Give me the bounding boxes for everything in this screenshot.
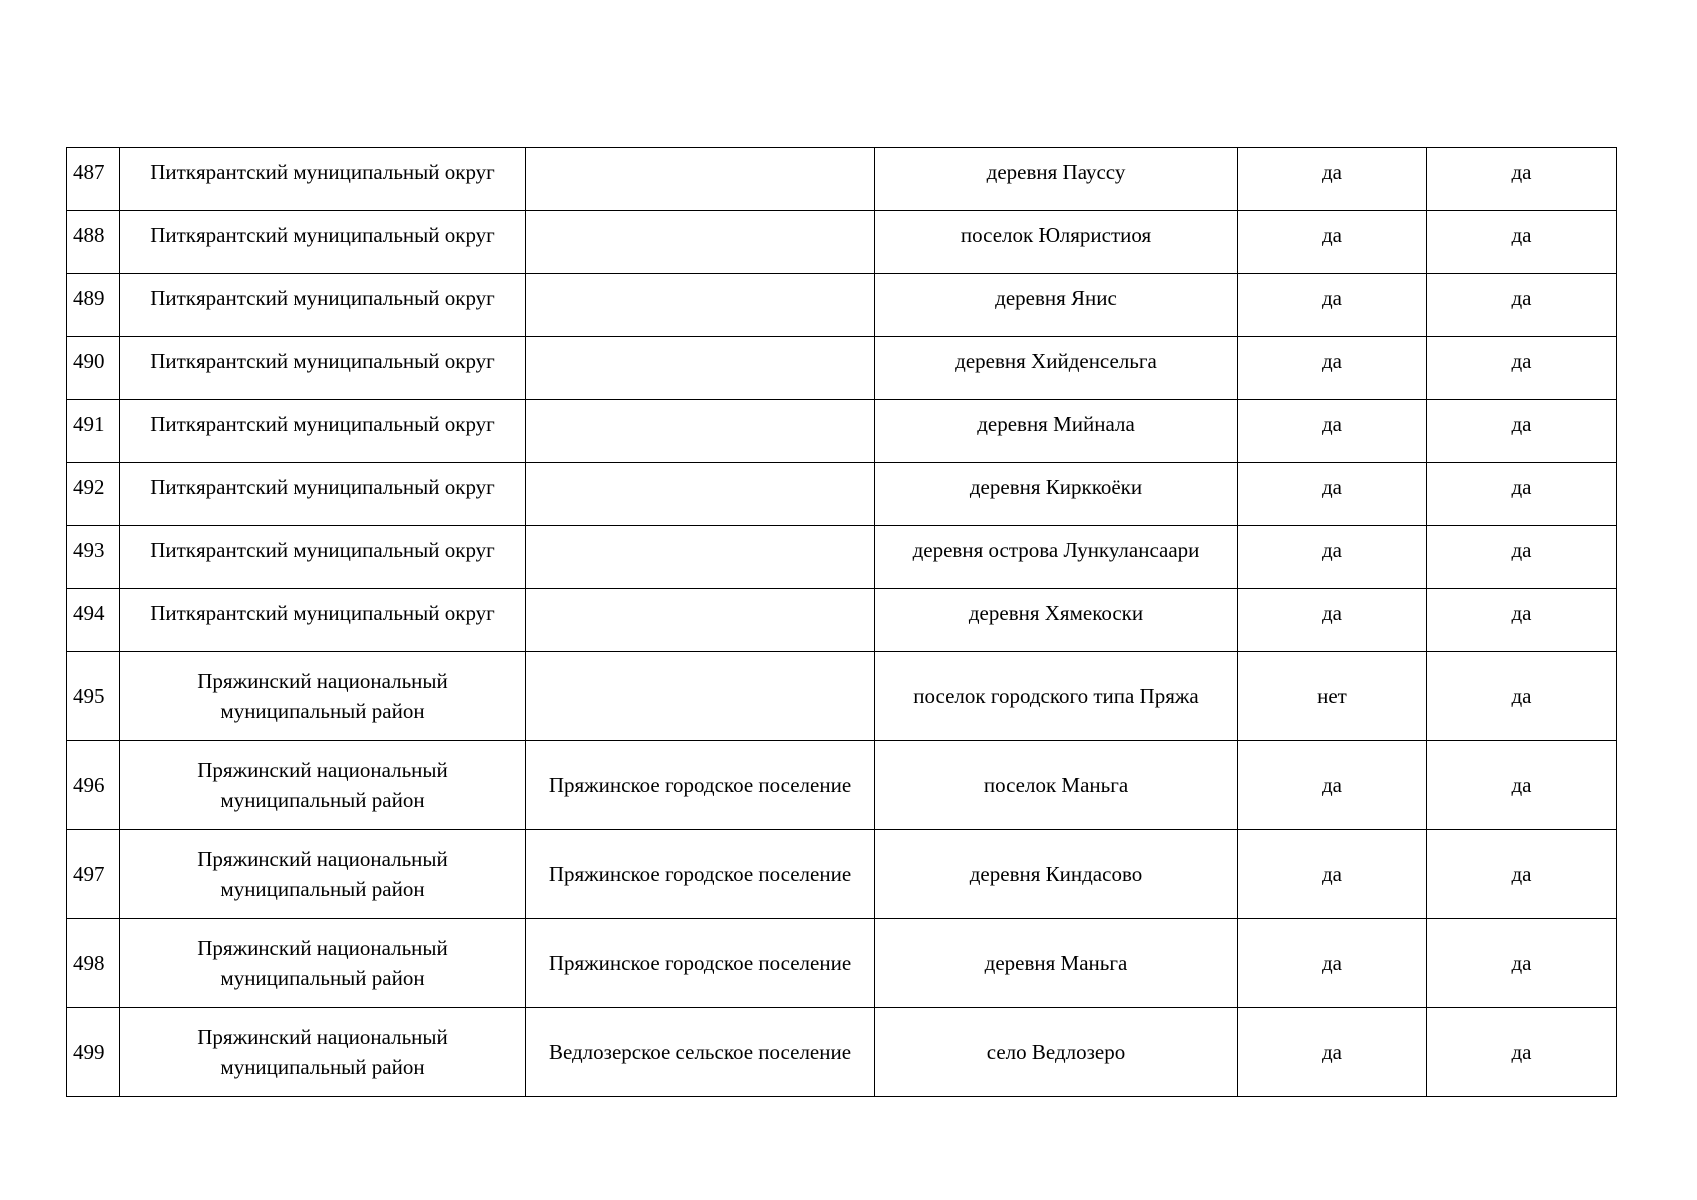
flag2-value: да	[1511, 684, 1532, 708]
row-number-cell	[67, 652, 120, 741]
flag1-value: да	[1321, 1040, 1342, 1064]
flag1-cell	[1238, 211, 1427, 274]
locality-name: деревня Хийденсельга	[955, 349, 1157, 373]
settlement-name: Пряжинское городское поселение	[548, 951, 852, 975]
flag2-cell	[1427, 919, 1617, 1008]
municipality-cell	[120, 1008, 526, 1097]
row-number-cell	[67, 830, 120, 919]
row-number-cell	[67, 589, 120, 652]
flag2-cell	[1427, 830, 1617, 919]
municipality-name-line1: Пряжинский национальный	[197, 1025, 448, 1049]
municipality-cell	[120, 463, 526, 526]
settlement-cell	[526, 589, 875, 652]
flag2-value: да	[1511, 951, 1532, 975]
table-row	[67, 337, 1617, 400]
flag1-value: да	[1321, 538, 1342, 562]
flag1-value: да	[1321, 862, 1342, 886]
locality-name: деревня Мийнала	[977, 412, 1135, 436]
flag1-cell	[1238, 1008, 1427, 1097]
flag2-cell	[1427, 463, 1617, 526]
row-number-cell	[67, 919, 120, 1008]
flag1-cell	[1238, 463, 1427, 526]
locality-cell	[875, 741, 1238, 830]
row-number-cell	[67, 400, 120, 463]
flag2-value: да	[1511, 538, 1532, 562]
flag2-value: да	[1511, 773, 1532, 797]
municipality-cell	[120, 274, 526, 337]
municipality-cell	[120, 919, 526, 1008]
municipality-name: Питкярантский муниципальный округ	[150, 349, 495, 373]
locality-cell	[875, 211, 1238, 274]
flag1-cell	[1238, 400, 1427, 463]
flag1-value: да	[1321, 951, 1342, 975]
municipality-name-line2: муниципальный район	[220, 699, 425, 723]
municipality-cell	[120, 652, 526, 741]
locality-name: деревня Киндасово	[969, 862, 1143, 886]
flag2-cell	[1427, 652, 1617, 741]
row-number-cell	[67, 1008, 120, 1097]
flag1-value: да	[1321, 475, 1342, 499]
settlement-cell	[526, 148, 875, 211]
settlement-cell	[526, 463, 875, 526]
municipality-name-line2: муниципальный район	[220, 877, 425, 901]
municipality-name-line1: Пряжинский национальный	[197, 758, 448, 782]
row-number: 494	[73, 601, 105, 625]
row-number-cell	[67, 337, 120, 400]
municipality-name-line2: муниципальный район	[220, 788, 425, 812]
locality-name: деревня Пауссу	[986, 160, 1126, 184]
flag2-value: да	[1511, 412, 1532, 436]
flag2-cell	[1427, 211, 1617, 274]
municipality-name: Питкярантский муниципальный округ	[150, 601, 495, 625]
locality-cell	[875, 830, 1238, 919]
flag2-cell	[1427, 1008, 1617, 1097]
flag1-value: да	[1321, 349, 1342, 373]
table-row	[67, 400, 1617, 463]
flag2-cell	[1427, 274, 1617, 337]
locality-cell	[875, 1008, 1238, 1097]
flag1-cell	[1238, 919, 1427, 1008]
flag2-value: да	[1511, 1040, 1532, 1064]
flag1-value: да	[1321, 773, 1342, 797]
locality-cell	[875, 919, 1238, 1008]
flag2-value: да	[1511, 862, 1532, 886]
row-number-cell	[67, 463, 120, 526]
locality-cell	[875, 274, 1238, 337]
municipality-name: Питкярантский муниципальный округ	[150, 223, 495, 247]
municipality-name: Питкярантский муниципальный округ	[150, 475, 495, 499]
locality-name: деревня Хямекоски	[968, 601, 1144, 625]
flag1-cell	[1238, 148, 1427, 211]
municipality-name-line1: Пряжинский национальный	[197, 936, 448, 960]
municipality-cell	[120, 400, 526, 463]
row-number: 498	[73, 951, 105, 975]
locality-cell	[875, 652, 1238, 741]
municipality-cell	[120, 830, 526, 919]
flag1-value: да	[1321, 160, 1342, 184]
settlement-name: Пряжинское городское поселение	[548, 862, 852, 886]
locality-cell	[875, 463, 1238, 526]
flag1-cell	[1238, 337, 1427, 400]
settlement-cell	[526, 274, 875, 337]
flag2-cell	[1427, 400, 1617, 463]
municipality-name: Питкярантский муниципальный округ	[150, 412, 495, 436]
flag1-cell	[1238, 830, 1427, 919]
municipality-name-line2: муниципальный район	[220, 1055, 425, 1079]
flag1-value: да	[1321, 223, 1342, 247]
flag1-cell	[1238, 274, 1427, 337]
locality-name: деревня Янис	[995, 286, 1117, 310]
locality-cell	[875, 526, 1238, 589]
table-row	[67, 652, 1617, 741]
row-number: 490	[73, 349, 105, 373]
flag2-value: да	[1511, 223, 1532, 247]
flag1-value: да	[1321, 601, 1342, 625]
flag2-value: да	[1511, 601, 1532, 625]
settlement-cell	[526, 830, 875, 919]
row-number: 493	[73, 538, 105, 562]
settlement-cell	[526, 400, 875, 463]
municipality-name: Питкярантский муниципальный округ	[150, 538, 495, 562]
row-number: 499	[73, 1040, 105, 1064]
flag2-cell	[1427, 526, 1617, 589]
locality-cell	[875, 589, 1238, 652]
flag2-value: да	[1511, 475, 1532, 499]
row-number: 489	[73, 286, 105, 310]
flag2-cell	[1427, 148, 1617, 211]
table-row	[67, 741, 1617, 830]
municipality-cell	[120, 526, 526, 589]
table-row	[67, 463, 1617, 526]
row-number-cell	[67, 148, 120, 211]
row-number-cell	[67, 274, 120, 337]
flag2-cell	[1427, 741, 1617, 830]
locality-name: деревня Маньга	[984, 951, 1128, 975]
settlement-cell	[526, 211, 875, 274]
locality-name: поселок Маньга	[983, 773, 1129, 797]
municipality-cell	[120, 337, 526, 400]
row-number: 492	[73, 475, 105, 499]
flag2-cell	[1427, 337, 1617, 400]
municipality-cell	[120, 589, 526, 652]
row-number-cell	[67, 741, 120, 830]
flag1-value: нет	[1317, 684, 1347, 708]
table-row	[67, 919, 1617, 1008]
table-row	[67, 211, 1617, 274]
flag1-cell	[1238, 589, 1427, 652]
municipality-name-line2: муниципальный район	[220, 966, 425, 990]
table-row	[67, 274, 1617, 337]
flag1-value: да	[1321, 286, 1342, 310]
municipality-cell	[120, 211, 526, 274]
row-number: 491	[73, 412, 105, 436]
flag2-value: да	[1511, 160, 1532, 184]
settlement-name: Пряжинское городское поселение	[548, 773, 852, 797]
locality-registry-table	[66, 147, 1617, 1097]
settlement-cell	[526, 741, 875, 830]
flag2-cell	[1427, 589, 1617, 652]
municipality-cell	[120, 741, 526, 830]
locality-cell	[875, 337, 1238, 400]
municipality-name-line1: Пряжинский национальный	[197, 847, 448, 871]
settlement-cell	[526, 337, 875, 400]
locality-cell	[875, 400, 1238, 463]
locality-name: село Ведлозеро	[986, 1040, 1126, 1064]
settlement-cell	[526, 919, 875, 1008]
row-number-cell	[67, 526, 120, 589]
flag2-value: да	[1511, 286, 1532, 310]
row-number: 497	[73, 862, 105, 886]
flag1-cell	[1238, 741, 1427, 830]
table-row	[67, 148, 1617, 211]
flag2-value: да	[1511, 349, 1532, 373]
row-number: 496	[73, 773, 105, 797]
settlement-cell	[526, 1008, 875, 1097]
locality-cell	[875, 148, 1238, 211]
settlement-cell	[526, 526, 875, 589]
table-row	[67, 589, 1617, 652]
table-row	[67, 830, 1617, 919]
row-number-cell	[67, 211, 120, 274]
municipality-name: Питкярантский муниципальный округ	[150, 160, 495, 184]
municipality-cell	[120, 148, 526, 211]
flag1-cell	[1238, 526, 1427, 589]
flag1-value: да	[1321, 412, 1342, 436]
table-row	[67, 1008, 1617, 1097]
row-number: 488	[73, 223, 105, 247]
row-number: 487	[73, 160, 105, 184]
locality-name: поселок Юляристиоя	[960, 223, 1152, 247]
locality-name: деревня острова Лункулансаари	[912, 538, 1200, 562]
settlement-cell	[526, 652, 875, 741]
municipality-name: Питкярантский муниципальный округ	[150, 286, 495, 310]
table-row	[67, 526, 1617, 589]
municipality-name-line1: Пряжинский национальный	[197, 669, 448, 693]
locality-name: деревня Кирккоёки	[969, 475, 1143, 499]
locality-name: поселок городского типа Пряжа	[913, 684, 1199, 708]
settlement-name: Ведлозерское сельское поселение	[548, 1040, 852, 1064]
flag1-cell	[1238, 652, 1427, 741]
row-number: 495	[73, 684, 105, 708]
